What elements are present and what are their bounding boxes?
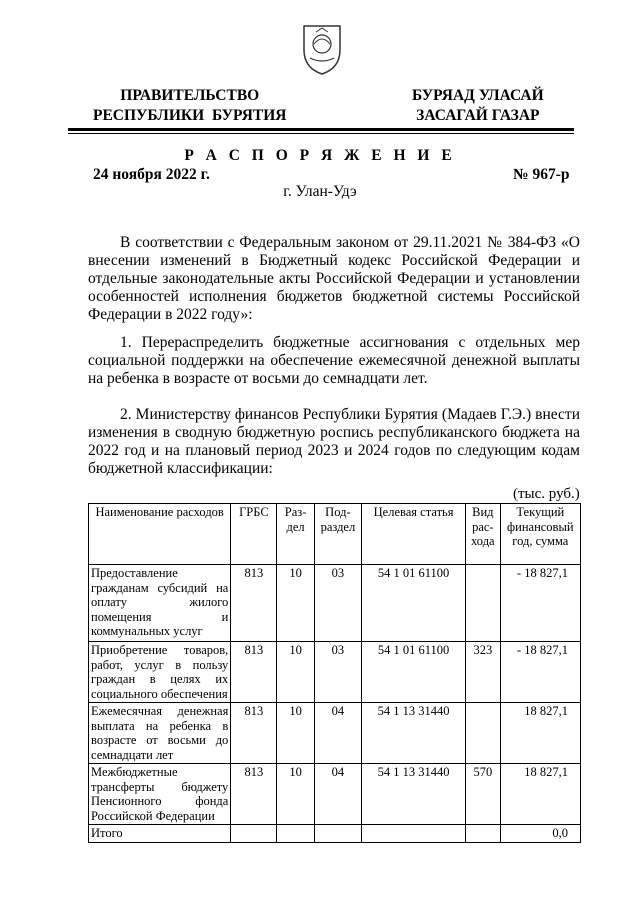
header-rule-thin	[68, 133, 574, 134]
document-number: № 967-р	[513, 166, 570, 183]
cell-grbs: 813	[231, 764, 277, 825]
item-2-paragraph: 2. Министерству финансов Республики Бурятия (Мадаев Г.Э.) внести изменения в сводную бюджетную роспись республиканского бюджета на 2022 год и на плановый период 2023 и 2024 годов по следующим кодам бюджетной классификации:	[88, 406, 580, 477]
header-grbs: ГРБС	[231, 504, 277, 565]
org-left-line1: ПРАВИТЕЛЬСТВО	[120, 87, 260, 104]
table-row	[89, 703, 581, 764]
empty-cell	[231, 825, 277, 843]
document-date: 24 ноября 2022 г.	[93, 166, 210, 183]
cell-name: Приобретение товаров, работ, услуг в пользу граждан в целях их социального обеспечения	[89, 642, 231, 703]
header-amount: Текущий финансовый год, сумма	[500, 504, 580, 565]
table-row	[89, 764, 581, 825]
org-right-line2: ЗАСАГАЙ ГАЗАР	[416, 107, 540, 124]
cell-grbs: 813	[231, 703, 277, 764]
cell-amount: 18 827,1	[500, 703, 580, 764]
table-header-row	[89, 504, 581, 565]
header-subsection: Под-раздел	[314, 504, 361, 565]
table-row	[89, 642, 581, 703]
cell-section: 10	[277, 703, 314, 764]
cell-grbs: 813	[231, 642, 277, 703]
cell-amount: 18 827,1	[500, 764, 580, 825]
total-amount: 0,0	[500, 825, 580, 843]
budget-table	[88, 503, 581, 843]
empty-cell	[362, 825, 466, 843]
header-rule-thick	[68, 128, 574, 131]
table-units: (тыс. руб.)	[513, 486, 580, 502]
table-total-row	[89, 825, 581, 843]
total-label: Итого	[89, 825, 231, 843]
cell-amount: - 18 827,1	[500, 642, 580, 703]
cell-name: Межбюджетные трансферты бюджету Пенсионного фонда Российской Федерации	[89, 764, 231, 825]
cell-section: 10	[277, 642, 314, 703]
cell-name: Ежемесячная денежная выплата на ребенка в возрасте от восьми до семнадцати лет	[89, 703, 231, 764]
header-target: Целевая статья	[362, 504, 466, 565]
cell-subsection: 04	[314, 764, 361, 825]
empty-cell	[314, 825, 361, 843]
cell-subsection: 03	[314, 565, 361, 642]
org-name-buryat	[412, 86, 544, 126]
cell-type: 323	[466, 642, 501, 703]
empty-cell	[277, 825, 314, 843]
org-right-line1: БУРЯАД УЛАСАЙ	[412, 87, 544, 104]
cell-subsection: 03	[314, 642, 361, 703]
table-row	[89, 565, 581, 642]
cell-subsection: 04	[314, 703, 361, 764]
document-city: г. Улан-Удэ	[283, 183, 357, 200]
preamble-paragraph: В соответствии с Федеральным законом от 29.11.2021 № 384-ФЗ «О внесении изменений в Бюджетный кодекс Российской Федерации и отдельные законодательные акты Российской Федерации и установлении особенностей исполнения бюджетов бюджетной системы Российской Федерации в 2022 году»:	[88, 234, 580, 323]
cell-target: 54 1 01 61100	[362, 565, 466, 642]
cell-type	[466, 565, 501, 642]
org-left-line2: РЕСПУБЛИКИ БУРЯТИЯ	[93, 107, 287, 124]
coat-of-arms-emblem	[300, 20, 344, 76]
cell-target: 54 1 01 61100	[362, 642, 466, 703]
document-title: Р А С П О Р Я Ж Е Н И Е	[184, 147, 456, 164]
cell-amount: - 18 827,1	[500, 565, 580, 642]
cell-target: 54 1 13 31440	[362, 764, 466, 825]
cell-section: 10	[277, 764, 314, 825]
header-type: Вид рас-хода	[466, 504, 501, 565]
cell-name: Предоставление гражданам субсидий на оплату жилого помещения и коммунальных услуг	[89, 565, 231, 642]
cell-type	[466, 703, 501, 764]
header-name: Наименование расходов	[89, 504, 231, 565]
cell-type: 570	[466, 764, 501, 825]
empty-cell	[466, 825, 501, 843]
org-name-russian	[93, 86, 287, 126]
cell-grbs: 813	[231, 565, 277, 642]
item-1-paragraph: 1. Перераспределить бюджетные ассигнования с отдельных мер социальной поддержки на обеспечение ежемесячной денежной выплаты на ребенка в возрасте от восьми до семнадцати лет.	[88, 334, 580, 387]
header-section: Раз-дел	[277, 504, 314, 565]
cell-section: 10	[277, 565, 314, 642]
cell-target: 54 1 13 31440	[362, 703, 466, 764]
